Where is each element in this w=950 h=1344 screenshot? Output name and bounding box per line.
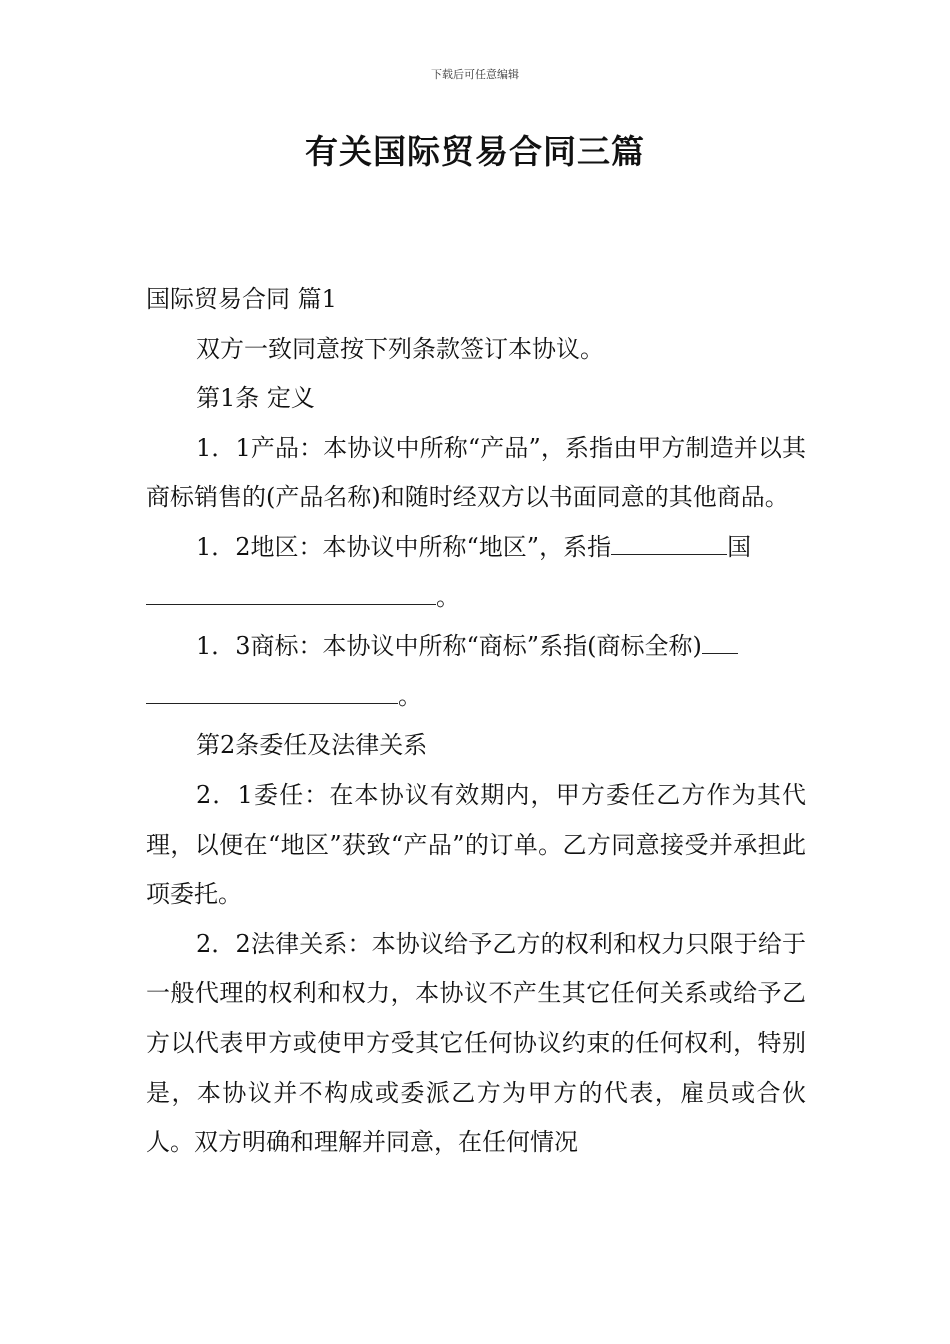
intro-paragraph: 双方一致同意按下列条款签订本协议。: [196, 334, 604, 363]
clause-1-2: [146, 523, 806, 622]
clause-1-3-end: 。: [398, 681, 422, 710]
blank-line: [702, 629, 738, 654]
section-heading: 国际贸易合同 篇1: [146, 285, 337, 313]
blank-line: [146, 679, 398, 704]
article-2-heading: 第2条委任及法律关系: [196, 731, 428, 760]
clause-1-1: 1．1产品：本协议中所称“产品”，系指由甲方制造并以其商标销售的(产品名称)和随时经双方以书面同意的其他商品。: [146, 433, 806, 512]
blank-line: [146, 580, 436, 605]
clause-1-3: [146, 622, 806, 721]
clause-1-2-text: 1．2地区：本协议中所称“地区”，系指: [196, 532, 612, 561]
clause-2-2: 2．2法律关系：本协议给予乙方的权利和权力只限于给于一般代理的权利和权力，本协议不产生其它任何关系或给予乙方以代表甲方或使甲方受其它任何协议约束的任何权利，特别是，本协议并不构成或委派乙方为甲方的代表，雇员或合伙人。双方明确和理解并同意，在任何情况: [146, 929, 806, 1157]
clause-1-2-end: 。: [436, 582, 460, 611]
clause-1-3-text: 1．3商标：本协议中所称“商标”系指(商标全称): [196, 632, 702, 661]
article-1-heading: 第1条 定义: [196, 384, 315, 413]
blank-line: [611, 530, 727, 555]
document-title: 有关国际贸易合同三篇: [305, 132, 645, 171]
document-body: [146, 275, 806, 1168]
clause-1-2-country: 国: [727, 532, 752, 561]
page-header-note: 下载后可任意编辑: [431, 68, 519, 81]
clause-2-1: 2．1委任：在本协议有效期内，甲方委任乙方作为其代理，以便在“地区”获致“产品”的订单。乙方同意接受并承担此项委托。: [146, 780, 806, 909]
